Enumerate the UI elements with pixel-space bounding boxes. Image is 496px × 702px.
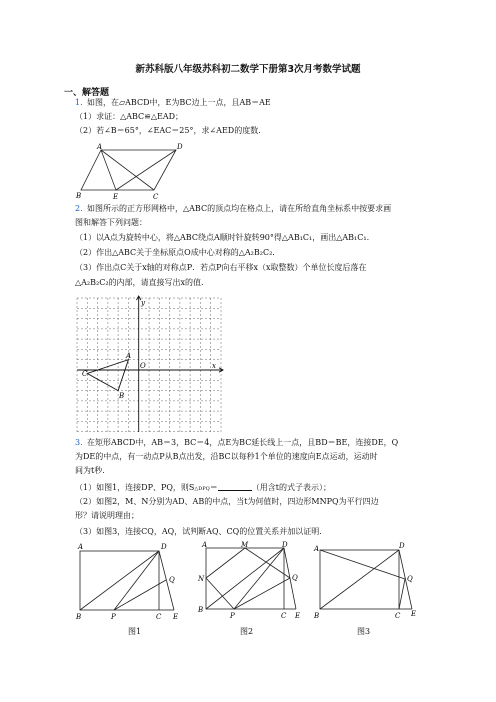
q2-stem-line1: 如图所示的正方形网格中，△ABC的顶点均在格点上，请在所给直角坐标系中按要求画: [87, 204, 392, 213]
q3-stem-line2: 为DE的中点，有一动点P从B点出发，沿BC以每秒1个单位的速度向E点运动，运动时: [75, 452, 378, 461]
fig3-label-b: B: [314, 612, 320, 620]
fig3-label-d: D: [399, 542, 405, 550]
fig1-label-c: C: [156, 613, 162, 621]
q1-label-b: B: [76, 192, 82, 200]
fig1-label-q: Q: [169, 576, 175, 584]
q2-part3-line1: （3）作出点C关于x轴的对称点P．若点P向右平移x（x取整数）个单位长度后落在: [75, 263, 367, 272]
q2-label-c: C: [82, 370, 88, 378]
fig3-label-c: C: [395, 612, 401, 620]
fig1-label-p: P: [111, 613, 116, 621]
q3-part2-line1: （2）如图2，M、N分别为AD、AB的中点，当t为何值时，四边形MNPQ为平行四边: [75, 497, 379, 506]
fig1-label-b: B: [76, 613, 82, 621]
fig3-label-a: A: [314, 545, 320, 553]
fig1-label-a: A: [78, 543, 84, 551]
q2-axis-y-label: y: [141, 299, 145, 307]
q1-parallelogram-figure: [76, 143, 196, 203]
q3-figure-2: [196, 541, 311, 626]
fig2-label-c: C: [281, 612, 287, 620]
q3-stem-line3: 间为t秒.: [75, 466, 105, 475]
q3-stem-line1: 在矩形ABCD中，AB＝3，BC＝4，点E为BC延长线上一点，且BD＝BE，连接DE，Q: [87, 438, 399, 447]
q3-figure-1: [74, 544, 189, 629]
q2-part2: （2）作出△ABC关于坐标原点O成中心对称的△A₂B₂C₂.: [75, 248, 275, 257]
q3-part1-tail: （用含t的式子表示）；: [251, 483, 331, 492]
section-heading: 一、解答题: [64, 88, 110, 98]
q3-part1: [75, 482, 331, 494]
fig2-label-e: E: [295, 612, 301, 620]
q2-origin-label: O: [140, 362, 146, 370]
q2-part3-line2: △A₂B₂C₂的内部，请直接写出x的值.: [75, 278, 204, 287]
q2-part1: （1）以A点为旋转中心，将△ABC绕点A顺时针旋转90°得△AB₁C₁，画出△AB₁C₁.: [75, 233, 370, 242]
q1-stem: 如图，在▱ABCD中，E为BC边上一点，且AB＝AE: [87, 98, 271, 107]
figure-1-caption: 图1: [128, 627, 142, 636]
q3-answer-blank: [218, 482, 252, 491]
q1-part1: （1）求证：△ABC≌△EAD；: [75, 112, 184, 121]
q1-label-a: A: [97, 143, 103, 151]
q1-label-c: C: [153, 193, 159, 201]
q3-part1-subscript: △DPQ: [194, 486, 210, 492]
fig1-label-e: E: [173, 613, 179, 621]
q2-stem-line2: 图和解答下列问题：: [75, 218, 147, 227]
fig2-label-n: N: [198, 575, 205, 583]
q1-number: 1.: [75, 98, 83, 107]
q2-number: 2.: [75, 204, 83, 213]
q1-label-e: E: [113, 193, 119, 201]
q1-label-d: D: [177, 143, 183, 151]
q2-axis-x-label: x: [212, 362, 216, 370]
q2-label-a: A: [126, 352, 132, 360]
q3-part1-text: （1）如图1，连接DP、PQ，则S: [75, 483, 195, 492]
fig2-label-d: D: [282, 541, 288, 549]
q2-grid-figure: [75, 296, 225, 436]
figure-2-caption: 图2: [240, 627, 254, 636]
page-title: 新苏科版八年级苏科初二数学下册第3次月考数学试题: [135, 64, 361, 75]
fig2-label-p: P: [230, 612, 235, 620]
fig2-label-q: Q: [292, 574, 298, 582]
q2-label-b: B: [119, 392, 125, 400]
fig1-label-d: D: [161, 543, 167, 551]
fig3-label-e: E: [411, 610, 417, 618]
fig2-label-m: M: [241, 541, 249, 549]
q3-part2-line2: 形？请说明理由；: [75, 511, 139, 520]
q3-part1-equals: ＝: [209, 483, 218, 492]
q3-number: 3.: [75, 438, 83, 447]
q1-part2: （2）若∠B＝65°，∠EAC＝25°，求∠AED的度数.: [75, 126, 261, 135]
q3-figure-3: [312, 542, 427, 627]
figure-3-caption: 图3: [357, 627, 371, 636]
fig2-label-b: B: [198, 606, 204, 614]
fig3-label-q: Q: [407, 575, 413, 583]
q3-part3: （3）如图3，连接CQ，AQ，试判断AQ、CQ的位置关系并加以证明.: [75, 527, 322, 536]
fig2-label-a: A: [202, 541, 208, 549]
